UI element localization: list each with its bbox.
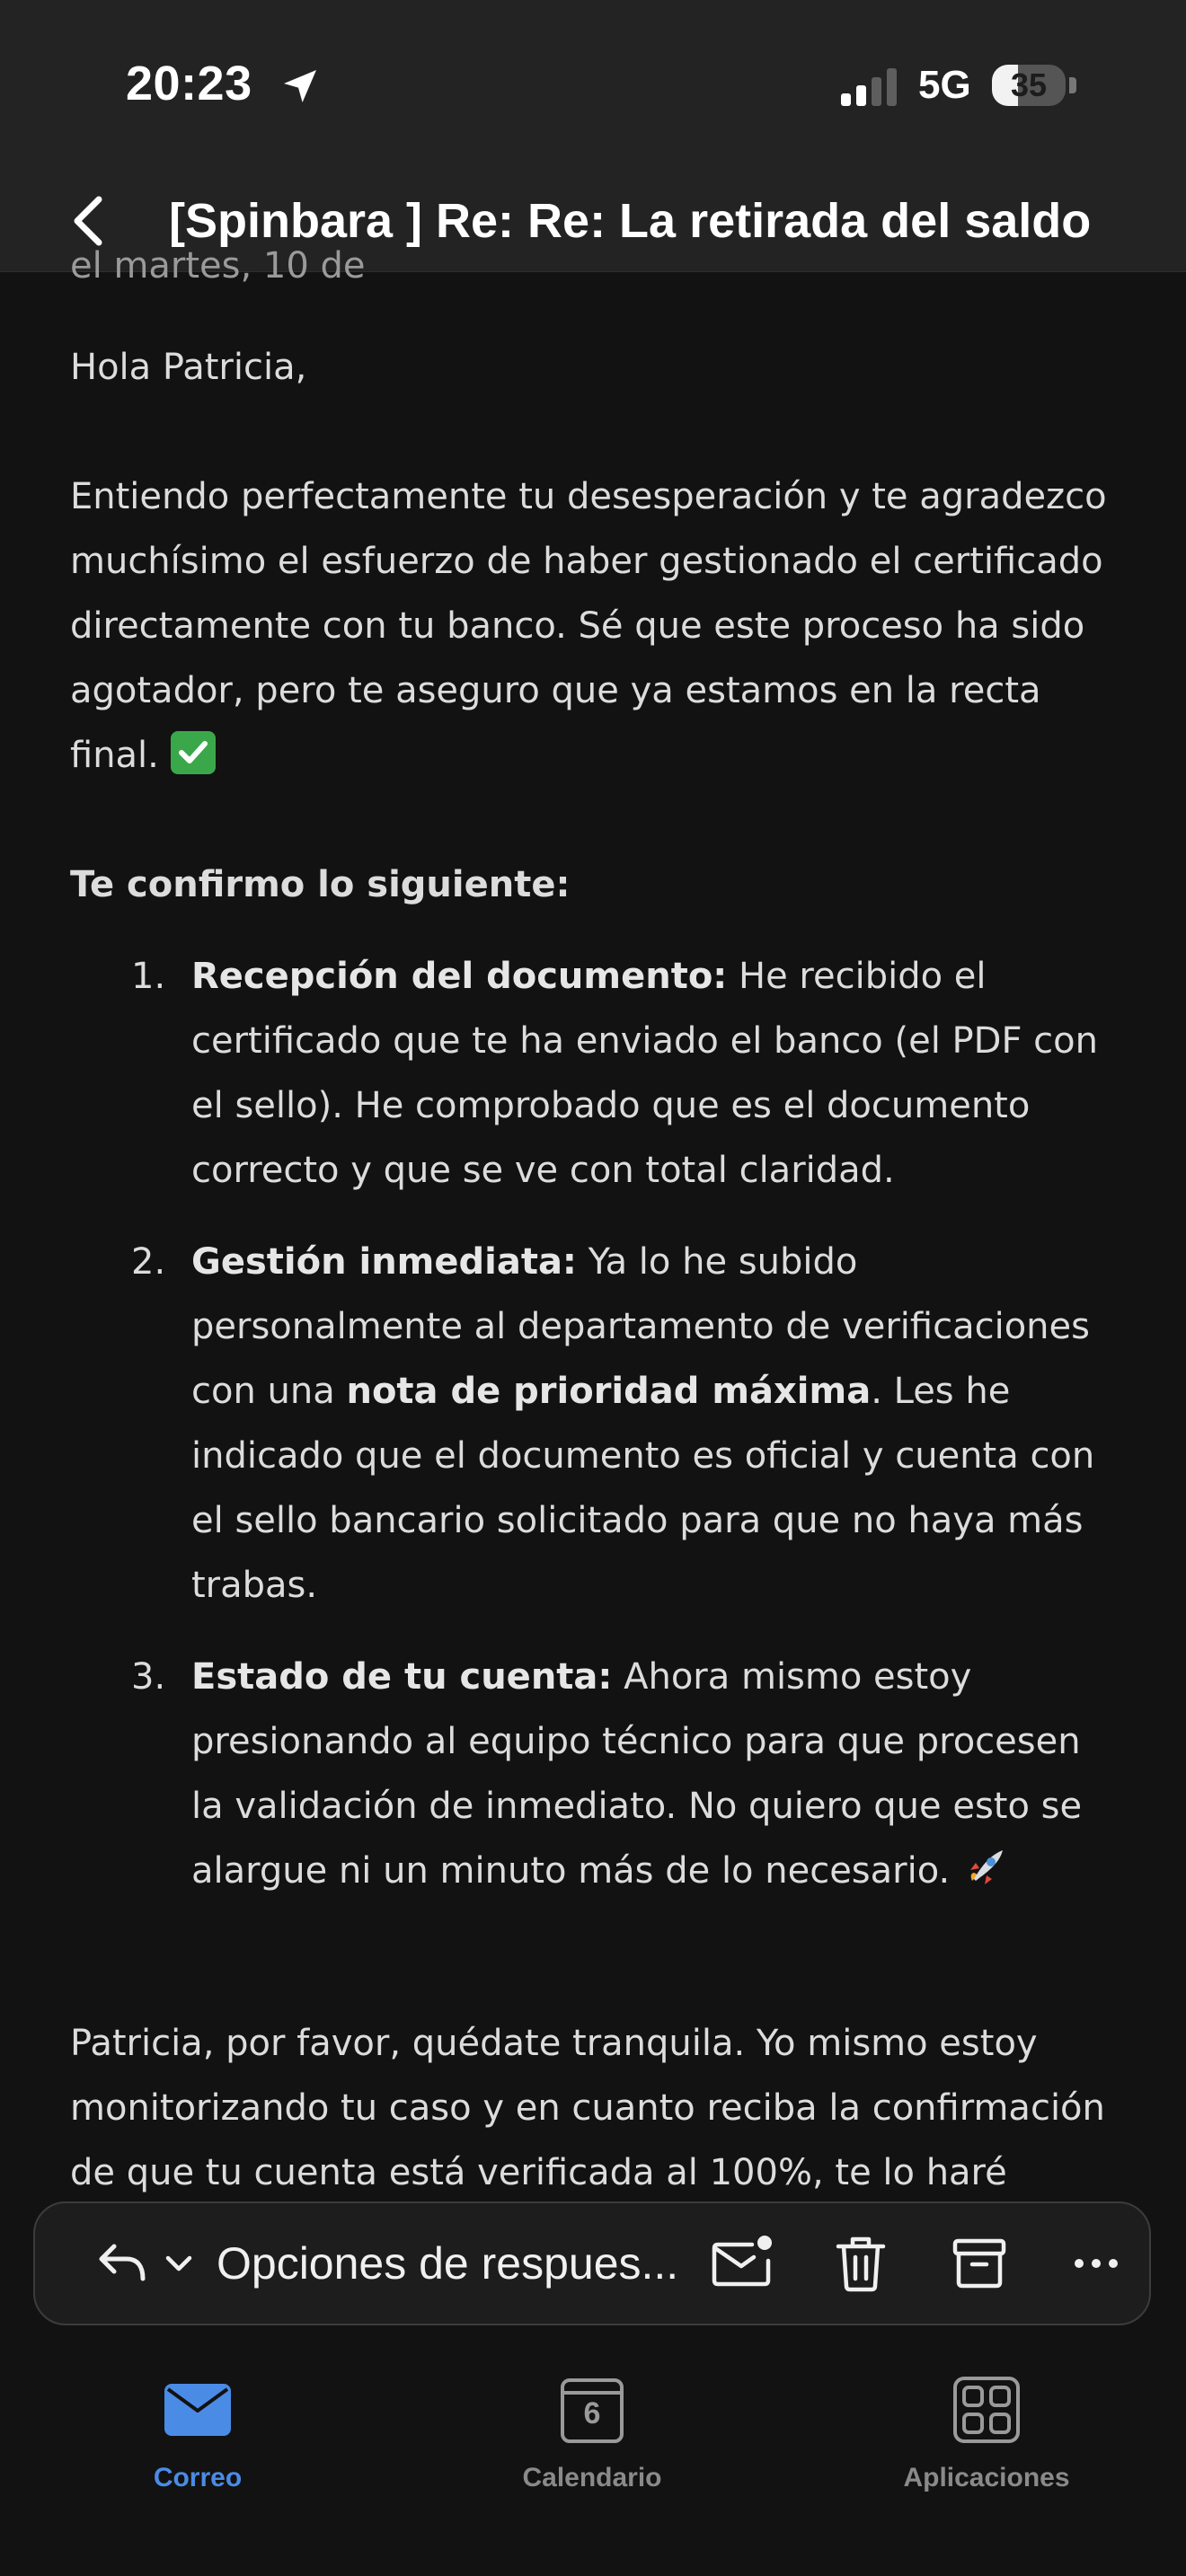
intro-text: Entiendo perfectamente tu desesperación y te agradezco muchísimo el esfuerzo de haber gestionado el certificado directamente con tu banco. Sé que este proceso ha sido agotador, pero te aseguro que ya estamos en la recta final. [70,476,1107,776]
tab-mail[interactable] [63,2369,332,2513]
list-item-body-end: . Les he indicado que el documento es oficial y cuenta con el sello bancario solicitado para que no haya más trabas. [191,1371,1095,1606]
list-item-body: Ahora mismo estoy presionando al equipo técnico para que procesen la validación de inmediato. No quiero que esto se alargue ni un minuto más de lo necesario. [191,1656,1083,1892]
location-arrow-icon [279,65,322,108]
list-number: 3. [131,1656,166,1698]
list-item-text [191,1230,1117,1618]
tab-mail-label: Correo [153,2463,243,2492]
calendar-day-number: 6 [583,2396,601,2430]
tab-calendar[interactable] [457,2369,727,2513]
mark-unread-button[interactable] [705,2227,779,2300]
mark-unread-icon [705,2227,779,2300]
list-item-title: Recepción del documento: [191,956,728,997]
check-mark-emoji-icon [171,731,216,774]
reply-icon [94,2237,148,2288]
email-body[interactable] [0,245,1186,2210]
email-subject: [Spinbara ] Re: Re: La retirada del saldo [169,194,1092,248]
status-bar [0,0,1186,171]
delete-button[interactable] [824,2227,898,2300]
list-item [0,944,1186,1203]
list-item-text [191,944,1117,1203]
greeting: Hola Patricia, [70,347,307,388]
confirmation-list [0,944,1186,1930]
list-item-body: He recibido el certificado que te ha enviado el banco (el PDF con el sello). He comprobado que es el documento correcto y que se ve con total claridad. [191,956,1098,1191]
more-button[interactable] [1059,2227,1133,2300]
reply-options-label: Opciones de respues... [217,2238,679,2289]
cellular-signal-icon [839,68,902,106]
closing-paragraph: Patricia, por favor, quédate tranquila. Yo mismo estoy monitorizando tu caso y en cuanto reciba la confirmación de que tu cuenta está verificada al 100%, te lo haré [70,2023,1105,2193]
priority-highlight: nota de prioridad máxima [346,1371,872,1412]
battery-icon [992,65,1066,106]
apps-grid-icon [946,2369,1027,2450]
cut-off-line: el martes, 10 de [70,245,366,287]
confirm-heading: Te confirmo lo siguiente: [70,864,571,905]
list-item-title: Gestión inmediata: [191,1241,577,1283]
more-icon [1059,2227,1133,2300]
reply-toolbar [33,2201,1151,2325]
tab-apps[interactable] [852,2369,1121,2513]
list-item-title: Estado de tu cuenta: [191,1656,613,1698]
network-type: 5G [918,63,971,107]
list-number: 1. [131,956,166,997]
list-item-body: Ya lo he subido personalmente al departamento de verificaciones con una [191,1241,1090,1412]
list-item [0,1230,1186,1618]
battery-percent: 35 [1010,66,1048,103]
chevron-down-icon [163,2250,195,2277]
intro-paragraph [70,464,1130,788]
archive-button[interactable] [943,2227,1016,2300]
list-item-text [191,1645,1117,1903]
tab-calendar-label: Calendario [522,2463,662,2492]
list-number: 2. [131,1241,166,1283]
archive-icon [943,2227,1016,2300]
battery-cap [1069,77,1076,93]
tab-bar [0,2333,1186,2576]
list-item [0,1645,1186,1903]
mail-icon [157,2369,238,2450]
tab-apps-label: Aplicaciones [903,2463,1070,2492]
trash-icon [824,2227,898,2300]
status-time: 20:23 [126,57,252,110]
reply-options-button[interactable] [62,2203,727,2324]
rocket-emoji-icon [961,1843,1010,1892]
